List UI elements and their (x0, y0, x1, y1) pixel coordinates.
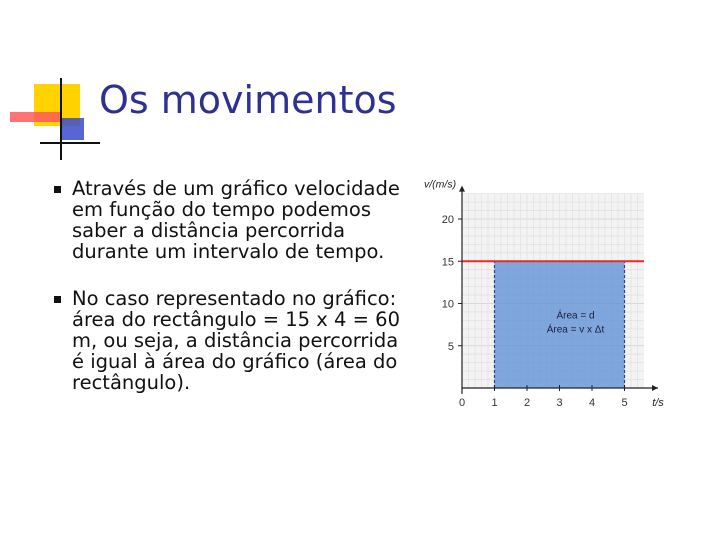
y-tick-label: 10 (441, 298, 454, 311)
x-tick-label: 1 (491, 397, 498, 409)
bullet-marker (54, 296, 61, 303)
x-tick-label: 4 (588, 397, 596, 409)
decor-vertical-line (60, 78, 62, 160)
x-axis-label: t/s (652, 397, 664, 409)
y-axis-label: v/(m/s) (424, 180, 457, 191)
decor-blue-square (62, 118, 84, 140)
x-tick-label: 0 (458, 397, 466, 409)
y-tick-label: 5 (447, 340, 454, 353)
bullet-marker (54, 186, 61, 193)
decor-red-bar (10, 112, 60, 122)
x-tick-label: 2 (523, 397, 531, 409)
bullet-item (40, 288, 410, 393)
bullet-text: No caso representado no gráfico: área do rectângulo = 15 x 4 = 60 m, ou seja, a distância percorrida é igual à área do gráfico (área do rectângulo). (72, 287, 400, 394)
bullet-list (40, 178, 410, 419)
velocity-time-chart (420, 180, 670, 415)
y-tick-label: 20 (441, 214, 454, 226)
bullet-text: Através de um gráfico velocidade em função do tempo podemos saber a distância percorrida durante um intervalo de tempo. (72, 177, 400, 263)
area-annotation: Área = d (556, 310, 595, 322)
decor-horizontal-line (40, 142, 100, 144)
area-annotation: Área = v x Δt (546, 324, 605, 336)
x-tick-label: 5 (621, 397, 628, 409)
y-tick-label: 15 (441, 256, 454, 269)
x-tick-label: 3 (556, 397, 563, 409)
slide-title: Os movimentos (99, 78, 397, 122)
bullet-item (40, 178, 410, 262)
x-axis-arrow (652, 385, 658, 391)
y-axis-arrow (459, 186, 465, 192)
